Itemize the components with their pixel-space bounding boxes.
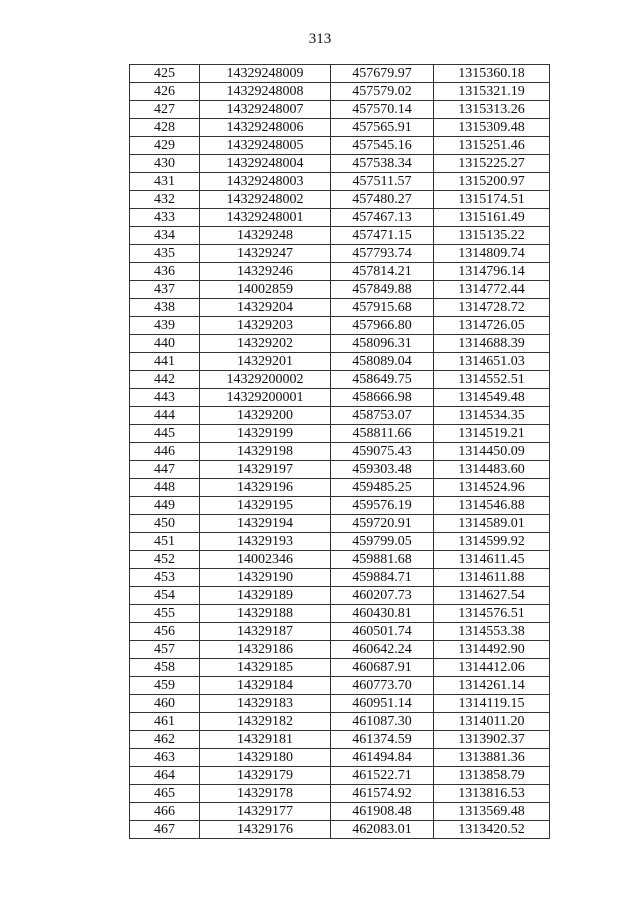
row-number-cell: 446 (130, 443, 200, 461)
row-number-cell: 438 (130, 299, 200, 317)
table-row (130, 515, 550, 533)
table-row (130, 83, 550, 101)
x-coordinate-cell: 460501.74 (331, 623, 434, 641)
y-coordinate-cell: 1314809.74 (434, 245, 550, 263)
x-coordinate-cell: 459881.68 (331, 551, 434, 569)
x-coordinate-cell: 457545.16 (331, 137, 434, 155)
y-coordinate-cell: 1314772.44 (434, 281, 550, 299)
y-coordinate-cell: 1314011.20 (434, 713, 550, 731)
table-row (130, 119, 550, 137)
point-id-cell: 14329190 (200, 569, 331, 587)
row-number-cell: 436 (130, 263, 200, 281)
row-number-cell: 428 (130, 119, 200, 137)
x-coordinate-cell: 461494.84 (331, 749, 434, 767)
x-coordinate-cell: 461574.92 (331, 785, 434, 803)
row-number-cell: 427 (130, 101, 200, 119)
row-number-cell: 444 (130, 407, 200, 425)
row-number-cell: 457 (130, 641, 200, 659)
x-coordinate-cell: 459075.43 (331, 443, 434, 461)
table-row (130, 767, 550, 785)
table-row (130, 623, 550, 641)
y-coordinate-cell: 1315135.22 (434, 227, 550, 245)
table-row (130, 263, 550, 281)
x-coordinate-cell: 459303.48 (331, 461, 434, 479)
y-coordinate-cell: 1314627.54 (434, 587, 550, 605)
y-coordinate-cell: 1314611.88 (434, 569, 550, 587)
x-coordinate-cell: 458089.04 (331, 353, 434, 371)
y-coordinate-cell: 1314119.15 (434, 695, 550, 713)
page-number: 313 (308, 31, 332, 47)
y-coordinate-cell: 1314524.96 (434, 479, 550, 497)
y-coordinate-cell: 1314549.48 (434, 389, 550, 407)
point-id-cell: 14329179 (200, 767, 331, 785)
table-row (130, 803, 550, 821)
y-coordinate-cell: 1315251.46 (434, 137, 550, 155)
row-number-cell: 434 (130, 227, 200, 245)
point-id-cell: 14329248003 (200, 173, 331, 191)
point-id-cell: 14329193 (200, 533, 331, 551)
point-id-cell: 14329200 (200, 407, 331, 425)
x-coordinate-cell: 460951.14 (331, 695, 434, 713)
point-id-cell: 14329188 (200, 605, 331, 623)
table-row (130, 101, 550, 119)
table-row (130, 821, 550, 839)
point-id-cell: 14329248 (200, 227, 331, 245)
y-coordinate-cell: 1313420.52 (434, 821, 550, 839)
table-row (130, 479, 550, 497)
x-coordinate-cell: 462083.01 (331, 821, 434, 839)
x-coordinate-cell: 457565.91 (331, 119, 434, 137)
x-coordinate-cell: 457511.57 (331, 173, 434, 191)
y-coordinate-cell: 1314534.35 (434, 407, 550, 425)
coordinates-table-body (130, 65, 550, 839)
point-id-cell: 14329178 (200, 785, 331, 803)
table-row (130, 785, 550, 803)
row-number-cell: 435 (130, 245, 200, 263)
x-coordinate-cell: 460773.70 (331, 677, 434, 695)
y-coordinate-cell: 1313858.79 (434, 767, 550, 785)
row-number-cell: 465 (130, 785, 200, 803)
table-row (130, 731, 550, 749)
point-id-cell: 14329246 (200, 263, 331, 281)
point-id-cell: 14329248002 (200, 191, 331, 209)
point-id-cell: 14329248007 (200, 101, 331, 119)
table-row (130, 335, 550, 353)
point-id-cell: 14329198 (200, 443, 331, 461)
point-id-cell: 14329248004 (200, 155, 331, 173)
point-id-cell: 14329200002 (200, 371, 331, 389)
row-number-cell: 456 (130, 623, 200, 641)
table-row (130, 749, 550, 767)
y-coordinate-cell: 1314546.88 (434, 497, 550, 515)
y-coordinate-cell: 1315174.51 (434, 191, 550, 209)
row-number-cell: 442 (130, 371, 200, 389)
row-number-cell: 441 (130, 353, 200, 371)
row-number-cell: 454 (130, 587, 200, 605)
y-coordinate-cell: 1313569.48 (434, 803, 550, 821)
table-row (130, 407, 550, 425)
row-number-cell: 463 (130, 749, 200, 767)
x-coordinate-cell: 460687.91 (331, 659, 434, 677)
y-coordinate-cell: 1314599.92 (434, 533, 550, 551)
y-coordinate-cell: 1314651.03 (434, 353, 550, 371)
table-row (130, 209, 550, 227)
point-id-cell: 14329187 (200, 623, 331, 641)
row-number-cell: 443 (130, 389, 200, 407)
row-number-cell: 461 (130, 713, 200, 731)
x-coordinate-cell: 460642.24 (331, 641, 434, 659)
table-row (130, 425, 550, 443)
table-row (130, 713, 550, 731)
row-number-cell: 462 (130, 731, 200, 749)
row-number-cell: 455 (130, 605, 200, 623)
x-coordinate-cell: 457480.27 (331, 191, 434, 209)
point-id-cell: 14329189 (200, 587, 331, 605)
row-number-cell: 440 (130, 335, 200, 353)
y-coordinate-cell: 1314261.14 (434, 677, 550, 695)
y-coordinate-cell: 1314553.38 (434, 623, 550, 641)
table-row (130, 677, 550, 695)
table-row (130, 317, 550, 335)
coordinates-table (129, 64, 550, 839)
y-coordinate-cell: 1313881.36 (434, 749, 550, 767)
row-number-cell: 425 (130, 65, 200, 83)
point-id-cell: 14329200001 (200, 389, 331, 407)
x-coordinate-cell: 457814.21 (331, 263, 434, 281)
point-id-cell: 14329194 (200, 515, 331, 533)
x-coordinate-cell: 461908.48 (331, 803, 434, 821)
y-coordinate-cell: 1314611.45 (434, 551, 550, 569)
row-number-cell: 439 (130, 317, 200, 335)
row-number-cell: 458 (130, 659, 200, 677)
y-coordinate-cell: 1315313.26 (434, 101, 550, 119)
row-number-cell: 430 (130, 155, 200, 173)
y-coordinate-cell: 1315225.27 (434, 155, 550, 173)
point-id-cell: 14329248008 (200, 83, 331, 101)
row-number-cell: 437 (130, 281, 200, 299)
table-row (130, 191, 550, 209)
row-number-cell: 447 (130, 461, 200, 479)
point-id-cell: 14329185 (200, 659, 331, 677)
x-coordinate-cell: 461374.59 (331, 731, 434, 749)
point-id-cell: 14329202 (200, 335, 331, 353)
table-row (130, 227, 550, 245)
table-row (130, 155, 550, 173)
row-number-cell: 451 (130, 533, 200, 551)
x-coordinate-cell: 457793.74 (331, 245, 434, 263)
y-coordinate-cell: 1315360.18 (434, 65, 550, 83)
table-row (130, 443, 550, 461)
row-number-cell: 433 (130, 209, 200, 227)
y-coordinate-cell: 1315200.97 (434, 173, 550, 191)
table-row (130, 659, 550, 677)
point-id-cell: 14329180 (200, 749, 331, 767)
x-coordinate-cell: 457915.68 (331, 299, 434, 317)
x-coordinate-cell: 459884.71 (331, 569, 434, 587)
row-number-cell: 459 (130, 677, 200, 695)
y-coordinate-cell: 1314450.09 (434, 443, 550, 461)
row-number-cell: 432 (130, 191, 200, 209)
x-coordinate-cell: 458753.07 (331, 407, 434, 425)
x-coordinate-cell: 461522.71 (331, 767, 434, 785)
x-coordinate-cell: 459720.91 (331, 515, 434, 533)
row-number-cell: 449 (130, 497, 200, 515)
point-id-cell: 14329199 (200, 425, 331, 443)
x-coordinate-cell: 458811.66 (331, 425, 434, 443)
y-coordinate-cell: 1314552.51 (434, 371, 550, 389)
y-coordinate-cell: 1314796.14 (434, 263, 550, 281)
x-coordinate-cell: 457679.97 (331, 65, 434, 83)
x-coordinate-cell: 457579.02 (331, 83, 434, 101)
table-row (130, 641, 550, 659)
y-coordinate-cell: 1315161.49 (434, 209, 550, 227)
table-row (130, 245, 550, 263)
table-row (130, 695, 550, 713)
x-coordinate-cell: 457570.14 (331, 101, 434, 119)
point-id-cell: 14002346 (200, 551, 331, 569)
x-coordinate-cell: 459485.25 (331, 479, 434, 497)
y-coordinate-cell: 1314726.05 (434, 317, 550, 335)
table-row (130, 389, 550, 407)
x-coordinate-cell: 457966.80 (331, 317, 434, 335)
y-coordinate-cell: 1315321.19 (434, 83, 550, 101)
table-row (130, 569, 550, 587)
table-row (130, 497, 550, 515)
point-id-cell: 14002859 (200, 281, 331, 299)
x-coordinate-cell: 457467.13 (331, 209, 434, 227)
row-number-cell: 460 (130, 695, 200, 713)
x-coordinate-cell: 458649.75 (331, 371, 434, 389)
x-coordinate-cell: 460207.73 (331, 587, 434, 605)
y-coordinate-cell: 1314483.60 (434, 461, 550, 479)
table-row (130, 533, 550, 551)
point-id-cell: 14329204 (200, 299, 331, 317)
table-row (130, 551, 550, 569)
row-number-cell: 431 (130, 173, 200, 191)
point-id-cell: 14329177 (200, 803, 331, 821)
table-row (130, 587, 550, 605)
x-coordinate-cell: 459799.05 (331, 533, 434, 551)
row-number-cell: 445 (130, 425, 200, 443)
row-number-cell: 429 (130, 137, 200, 155)
row-number-cell: 450 (130, 515, 200, 533)
point-id-cell: 14329203 (200, 317, 331, 335)
row-number-cell: 426 (130, 83, 200, 101)
x-coordinate-cell: 461087.30 (331, 713, 434, 731)
point-id-cell: 14329248006 (200, 119, 331, 137)
point-id-cell: 14329196 (200, 479, 331, 497)
table-row (130, 65, 550, 83)
row-number-cell: 467 (130, 821, 200, 839)
point-id-cell: 14329195 (200, 497, 331, 515)
table-row (130, 281, 550, 299)
point-id-cell: 14329176 (200, 821, 331, 839)
point-id-cell: 14329186 (200, 641, 331, 659)
table-row (130, 137, 550, 155)
point-id-cell: 14329181 (200, 731, 331, 749)
y-coordinate-cell: 1313902.37 (434, 731, 550, 749)
x-coordinate-cell: 458096.31 (331, 335, 434, 353)
table-row (130, 605, 550, 623)
y-coordinate-cell: 1314492.90 (434, 641, 550, 659)
x-coordinate-cell: 457471.15 (331, 227, 434, 245)
x-coordinate-cell: 460430.81 (331, 605, 434, 623)
x-coordinate-cell: 458666.98 (331, 389, 434, 407)
y-coordinate-cell: 1315309.48 (434, 119, 550, 137)
x-coordinate-cell: 457538.34 (331, 155, 434, 173)
table-row (130, 353, 550, 371)
y-coordinate-cell: 1313816.53 (434, 785, 550, 803)
point-id-cell: 14329183 (200, 695, 331, 713)
table-row (130, 173, 550, 191)
row-number-cell: 452 (130, 551, 200, 569)
row-number-cell: 453 (130, 569, 200, 587)
point-id-cell: 14329248009 (200, 65, 331, 83)
point-id-cell: 14329197 (200, 461, 331, 479)
x-coordinate-cell: 459576.19 (331, 497, 434, 515)
row-number-cell: 464 (130, 767, 200, 785)
table-row (130, 461, 550, 479)
point-id-cell: 14329184 (200, 677, 331, 695)
y-coordinate-cell: 1314589.01 (434, 515, 550, 533)
y-coordinate-cell: 1314519.21 (434, 425, 550, 443)
point-id-cell: 14329247 (200, 245, 331, 263)
x-coordinate-cell: 457849.88 (331, 281, 434, 299)
row-number-cell: 466 (130, 803, 200, 821)
y-coordinate-cell: 1314688.39 (434, 335, 550, 353)
point-id-cell: 14329248005 (200, 137, 331, 155)
y-coordinate-cell: 1314412.06 (434, 659, 550, 677)
table-row (130, 299, 550, 317)
point-id-cell: 14329201 (200, 353, 331, 371)
y-coordinate-cell: 1314728.72 (434, 299, 550, 317)
y-coordinate-cell: 1314576.51 (434, 605, 550, 623)
table-row (130, 371, 550, 389)
point-id-cell: 14329182 (200, 713, 331, 731)
row-number-cell: 448 (130, 479, 200, 497)
point-id-cell: 14329248001 (200, 209, 331, 227)
